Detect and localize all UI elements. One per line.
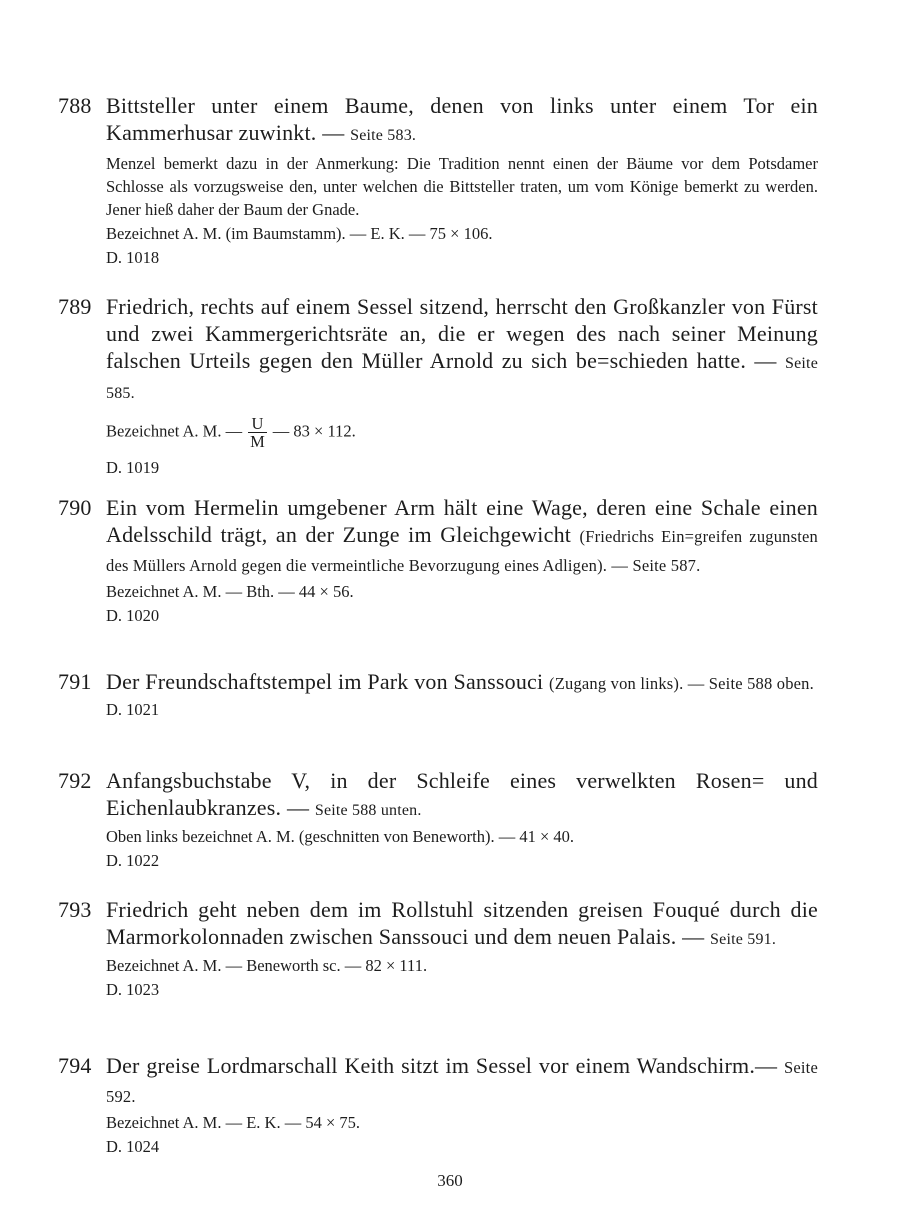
page-reference: Seite 588 unten. bbox=[314, 802, 422, 819]
page-number: 360 bbox=[437, 1171, 463, 1190]
entry-title: Ein vom Hermelin umgebener Arm hält eine Wage, deren eine Schale einen Adelsschild trägt, an der Zunge im Gleichgewicht (Friedrichs Ein=greifen zugunsten des Müllers Arnold gegen die vermeintliche Bevorzugung eines Adligen). — Seite 587. bbox=[106, 495, 818, 575]
entry-number: 793 bbox=[58, 897, 92, 922]
entry-signature: Bezeichnet A. M. — Beneworth sc. — 82 × 111. bbox=[106, 956, 428, 975]
page-reference: Seite 592. bbox=[106, 1058, 818, 1106]
entry-title: Anfangsbuchstabe V, in der Schleife eines verwelkten Rosen= und Eichenlaubkranzes. — Seite 588 unten. bbox=[106, 768, 818, 820]
d-reference: D. 1019 bbox=[106, 458, 160, 477]
entry-number: 791 bbox=[58, 669, 92, 694]
d-reference: D. 1021 bbox=[106, 700, 160, 719]
entry-signature: Bezeichnet A. M. — $\frac{U}{M}$ — 83 × 112. bbox=[106, 414, 356, 451]
entry-signature: Oben links bezeichnet A. M. (geschnitten von Beneworth). — 41 × 40. bbox=[106, 827, 575, 846]
page-reference: Seite 583. bbox=[350, 127, 417, 144]
monogram-fraction: $\frac{U}{M}$ bbox=[250, 414, 265, 451]
catalog-entry-791 bbox=[58, 668, 818, 721]
entry-note: Menzel bemerkt dazu in der Anmerkung: Die Tradition nennt einen der Bäume vor dem Potsdamer Schlosse als vorzugsweise den, unter welchen die Bittsteller traten, um vom Könige bemerkt zu werden. Jener hieß daher der Baum der Gnade. bbox=[106, 154, 818, 219]
entry-number: 790 bbox=[58, 495, 92, 520]
entry-number: 792 bbox=[58, 768, 92, 793]
catalog-entry-792 bbox=[58, 767, 818, 872]
page-reference: Seite 585. bbox=[106, 355, 818, 402]
entry-title: Bittsteller unter einem Baume, denen von links unter einem Tor ein Kammerhusar zuwinkt. — Seite 583. bbox=[106, 93, 818, 145]
entry-number: 788 bbox=[58, 93, 92, 118]
catalog-entry-789 bbox=[58, 293, 818, 479]
entry-number: 789 bbox=[58, 294, 92, 319]
entry-signature: Bezeichnet A. M. — Bth. — 44 × 56. bbox=[106, 582, 354, 601]
catalog-entry-794 bbox=[58, 1052, 818, 1158]
entry-title: Der Freundschaftstempel im Park von Sanssouci (Zugang von links). — Seite 588 oben. bbox=[106, 669, 814, 694]
entry-title: Friedrich geht neben dem im Rollstuhl sitzenden greisen Fouqué durch die Marmorkolonnaden zwischen Sanssouci und dem neuen Palais. — Seite 591. bbox=[106, 897, 818, 949]
d-reference: D. 1023 bbox=[106, 980, 160, 999]
catalog-entry-793 bbox=[58, 896, 818, 1001]
d-reference: D. 1024 bbox=[106, 1137, 160, 1156]
entry-title-note: (Zugang von links). — Seite 588 oben. bbox=[549, 674, 814, 693]
d-reference: D. 1018 bbox=[106, 248, 160, 267]
d-reference: D. 1020 bbox=[106, 606, 160, 625]
d-reference: D. 1022 bbox=[106, 851, 160, 870]
entry-title: Friedrich, rechts auf einem Sessel sitzend, herrscht den Großkanzler von Fürst und zwei Kammergerichtsräte an, die er wegen des nach seiner Meinung falschen Urteils gegen den Müller Arnold zu sich be=schieden hatte. — Seite 585. bbox=[106, 294, 818, 402]
entry-title: Der greise Lordmarschall Keith sitzt im Sessel vor einem Wandschirm.— Seite 592. bbox=[106, 1053, 818, 1106]
catalog-entry-788 bbox=[58, 92, 818, 269]
catalog-entry-790 bbox=[58, 494, 818, 627]
entry-signature: Bezeichnet A. M. (im Baumstamm). — E. K. — 75 × 106. bbox=[106, 224, 493, 243]
entry-title-note: (Friedrichs Ein=greifen zugunsten des Müllers Arnold gegen die vermeintliche Bevorzugung eines Adligen). — Seite 587. bbox=[106, 527, 818, 575]
entry-signature: Bezeichnet A. M. — E. K. — 54 × 75. bbox=[106, 1113, 361, 1132]
page-reference: Seite 591. bbox=[710, 931, 777, 948]
entry-number: 794 bbox=[58, 1053, 92, 1078]
